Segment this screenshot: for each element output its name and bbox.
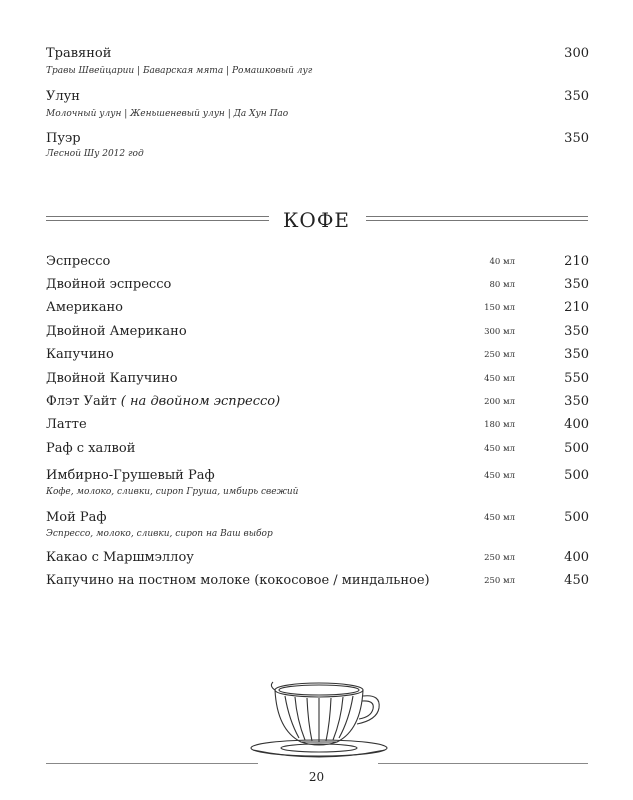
- item-volume: 250 мл: [484, 576, 515, 586]
- item-volume: 200 мл: [484, 397, 515, 407]
- item-name: Раф с халвой: [46, 441, 136, 456]
- item-price: 350: [564, 324, 589, 339]
- item-description: Лесной Шу 2012 год: [46, 149, 144, 159]
- item-name: Капучино: [46, 347, 114, 362]
- item-volume: 150 мл: [484, 303, 515, 313]
- item-volume: 450 мл: [484, 374, 515, 384]
- item-volume: 250 мл: [484, 553, 515, 563]
- item-name: Имбирно-Грушевый Раф: [46, 468, 215, 483]
- item-description: Кофе, молоко, сливки, сироп Груша, имбирь свежий: [46, 487, 299, 497]
- item-name: Капучино на постном молоке (кокосовое / миндальное): [46, 573, 430, 588]
- item-name: Американо: [46, 300, 124, 315]
- item-name: Какао с Маршмэллоу: [46, 550, 194, 565]
- item-name-note: ( на двойном эспрессо): [116, 394, 281, 409]
- item-price: 550: [564, 371, 589, 386]
- item-name: Двойной эспрессо: [46, 277, 172, 292]
- item-name: Мой Раф: [46, 510, 107, 525]
- item-name: Двойной Капучино: [46, 371, 178, 386]
- item-price: 350: [564, 394, 589, 409]
- item-volume: 80 мл: [489, 280, 515, 290]
- item-price: 500: [564, 441, 589, 456]
- item-description: Молочный улун | Женьшеневый улун | Да Хун Пао: [46, 109, 289, 119]
- item-price: 350: [564, 89, 589, 104]
- item-volume: 300 мл: [484, 327, 515, 337]
- item-price: 400: [564, 550, 589, 565]
- item-name: Двойной Американо: [46, 324, 187, 339]
- item-volume: 450 мл: [484, 444, 515, 454]
- item-price: 210: [564, 254, 589, 269]
- item-name: Латте: [46, 417, 87, 432]
- item-description: Травы Швейцарии | Баварская мята | Ромашковый луг: [46, 66, 313, 76]
- item-volume: 450 мл: [484, 471, 515, 481]
- footer-rule-right: [378, 763, 588, 764]
- item-description: Эспрессо, молоко, сливки, сироп на Ваш выбор: [46, 529, 273, 539]
- item-name: Пуэр: [46, 131, 81, 146]
- heading-rule-right: [366, 216, 588, 221]
- item-volume: 450 мл: [484, 513, 515, 523]
- item-volume: 250 мл: [484, 350, 515, 360]
- item-name-text: Флэт Уайт: [46, 394, 117, 409]
- item-price: 500: [564, 510, 589, 525]
- section-heading-coffee: [0, 206, 633, 236]
- item-volume: 40 мл: [489, 257, 515, 267]
- item-name: Эспрессо: [46, 254, 111, 269]
- item-price: 300: [564, 46, 589, 61]
- item-price: 350: [564, 347, 589, 362]
- teacup-on-saucer-icon: [239, 674, 399, 764]
- item-name: Травяной: [46, 46, 112, 61]
- item-price: 210: [564, 300, 589, 315]
- footer-rule-left: [46, 763, 258, 764]
- item-volume: 180 мл: [484, 420, 515, 430]
- item-name: [46, 394, 280, 409]
- item-price: 400: [564, 417, 589, 432]
- item-price: 450: [564, 573, 589, 588]
- item-price: 500: [564, 468, 589, 483]
- item-name: Улун: [46, 89, 80, 104]
- item-price: 350: [564, 277, 589, 292]
- item-price: 350: [564, 131, 589, 146]
- page-number: 20: [308, 770, 325, 784]
- section-title: КОФЕ: [282, 208, 351, 232]
